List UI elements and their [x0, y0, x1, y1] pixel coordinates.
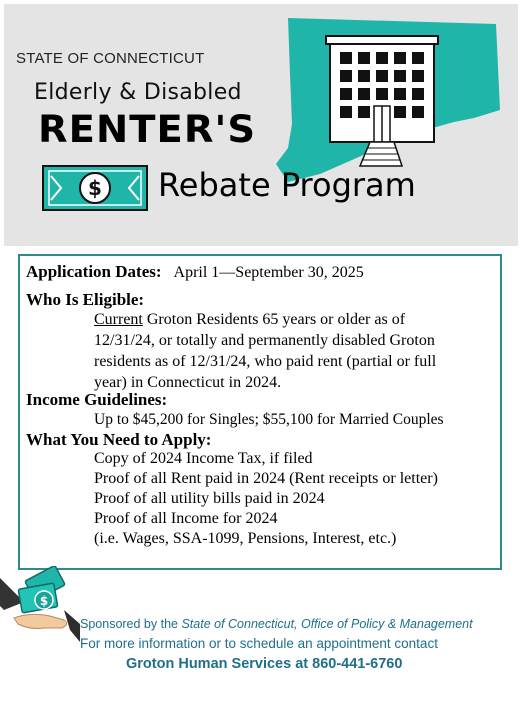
- eligible-line-3: residents as of 12/31/24, who paid rent (partial or full: [94, 353, 437, 370]
- need-item: Proof of all Rent paid in 2024 (Rent receipts or letter): [94, 470, 438, 487]
- need-item: Proof of all utility bills paid in 2024: [94, 490, 325, 507]
- eligible-line-1: [94, 311, 405, 329]
- phone-line: Groton Human Services at 860-441-6760: [126, 656, 403, 672]
- contact-line: For more information or to schedule an appointment contact: [80, 636, 438, 651]
- income-heading: Income Guidelines:: [26, 390, 168, 409]
- hand-money-icon: [0, 566, 80, 646]
- title-rebate-program: Rebate Program: [158, 166, 416, 204]
- title-renters: RENTER'S: [38, 108, 257, 151]
- eligible-line-2: 12/31/24, or totally and permanently disabled Groton: [94, 332, 435, 349]
- need-item: (i.e. Wages, SSA-1099, Pensions, Interest, etc.): [94, 530, 397, 547]
- application-dates-row: [26, 262, 364, 282]
- svg-text:$: $: [88, 176, 102, 200]
- sponsor-org: State of Connecticut, Office of Policy & Management: [181, 617, 473, 631]
- dollar-bill-icon: [41, 162, 149, 214]
- eligible-line-1-rest: Groton Residents 65 years or older as of: [142, 311, 406, 328]
- need-item: Proof of all Income for 2024: [94, 510, 278, 527]
- subtitle-elderly-disabled: Elderly & Disabled: [34, 80, 242, 105]
- sponsor-prefix: Sponsored by the: [80, 617, 182, 631]
- eligible-current: Current: [94, 311, 143, 328]
- info-box: [18, 254, 502, 570]
- eligible-line-4: year) in Connecticut in 2024.: [94, 374, 282, 391]
- income-text: Up to $45,200 for Singles; $55,100 for Married Couples: [94, 411, 444, 428]
- sponsor-line: [80, 617, 473, 631]
- need-heading: What You Need to Apply:: [26, 430, 212, 449]
- eligible-heading: Who Is Eligible:: [26, 290, 145, 309]
- svg-text:$: $: [39, 594, 49, 608]
- connecticut-map-icon: [268, 14, 514, 184]
- state-label: STATE OF CONNECTICUT: [16, 50, 205, 67]
- need-item: Copy of 2024 Income Tax, if filed: [94, 450, 313, 467]
- dates-value: April 1—September 30, 2025: [173, 264, 364, 281]
- dates-label: Application Dates:: [26, 262, 162, 281]
